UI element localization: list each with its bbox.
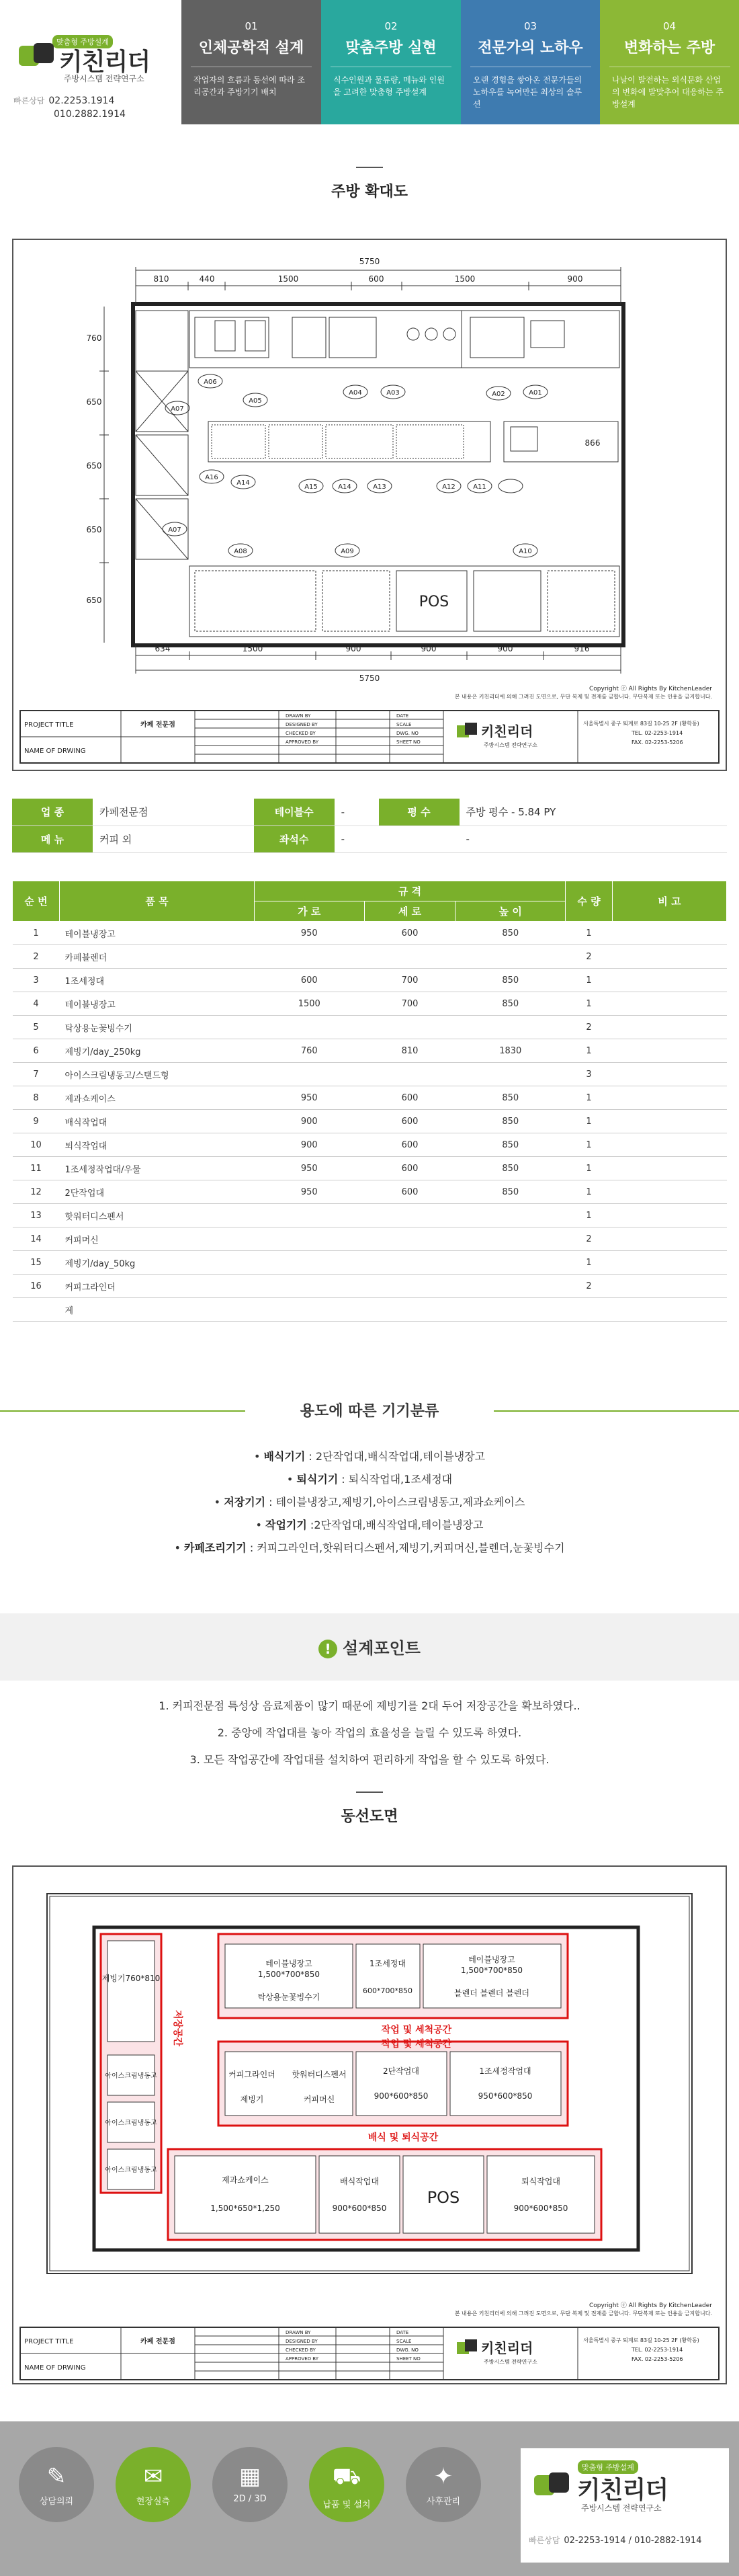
svg-text:PROJECT TITLE: PROJECT TITLE [24,721,74,729]
svg-text:탁상용눈꽃빙수기: 탁상용눈꽃빙수기 [257,1993,320,2002]
table-row: 9 배식작업대 900 600 850 1 [13,1110,727,1133]
table-row: 12 2단작업대 950 600 850 1 [13,1180,727,1204]
svg-text:Copyright ⓒ All Rights By Kitc: Copyright ⓒ All Rights By KitchenLeader [589,2302,712,2309]
svg-text:A03: A03 [386,389,400,397]
svg-text:CHECKED BY: CHECKED BY [286,731,316,736]
svg-text:TEL. 02-2253-1914: TEL. 02-2253-1914 [632,730,683,736]
zone-storage: 저장공간 [172,2009,183,2047]
usage-item: • 배식기기 : 2단작업대,배식작업대,테이블냉장고 [253,1450,486,1463]
svg-text:A09: A09 [341,548,354,555]
footer [0,2421,739,2576]
svg-text:A13: A13 [373,483,386,491]
table-row: 16 커피그라인더 2 [13,1275,727,1298]
section-rule [356,1792,383,1793]
step-3: 03 전문가의 노하우 오랜 경험을 쌓아온 전문가들의 노하우를 녹여만든 최상의 솔루션 [461,0,600,124]
svg-text:650: 650 [86,596,102,605]
svg-text:DRAWN BY: DRAWN BY [286,713,311,719]
blueprint-icon: ▦ [238,2463,261,2490]
svg-text:1500: 1500 [277,274,299,284]
step-2: 02 맞춤주방 실현 식수인원과 물류량, 메뉴와 인원을 고려한 맞춤형 주방설계 [321,0,461,124]
svg-text:핫워터디스펜서: 핫워터디스펜서 [292,2070,347,2079]
table-row: 11 1조세정작업대/우물 950 600 850 1 [13,1157,727,1180]
zone-work-1: 작업 및 세척공간 [381,2025,452,2036]
svg-text:SHEET NO: SHEET NO [396,739,421,745]
logo-icon [19,40,58,71]
pencil-icon: ✎ [46,2463,67,2490]
info-menu: 커피 외 [93,826,254,852]
design-points-list [0,1693,739,1773]
svg-text:1,500*650*1,250: 1,500*650*1,250 [210,2204,280,2213]
svg-text:634: 634 [155,644,171,653]
clipboard-icon: ✉ [143,2463,163,2490]
svg-text:A07: A07 [168,526,181,534]
svg-text:APPROVED BY: APPROVED BY [286,2356,319,2362]
plan-pos: POS [419,594,449,610]
svg-text:A16: A16 [205,474,218,481]
header [0,0,739,124]
after-service-button[interactable]: ✦ 사후관리 [406,2447,481,2522]
step-1: 01 인체공학적 설계 작업자의 흐름과 동선에 따라 조리공간과 주방기기 배치 [181,0,321,124]
svg-text:배식작업대: 배식작업대 [340,2177,379,2186]
svg-text:DATE: DATE [396,713,409,719]
dim-total-top: 5750 [359,257,380,266]
tb-project: 카페 전문점 [140,721,175,729]
flow-svg [13,1867,726,2383]
svg-text:SCALE: SCALE [396,2339,412,2344]
header-phone: 빠른상담 02.2253.1914 010.2882.1914 [13,95,126,120]
table-row: 8 제과쇼케이스 950 600 850 1 [13,1086,727,1110]
table-row: 계 [13,1298,727,1322]
svg-text:A14: A14 [338,483,351,491]
tb-brand: 키친리더 [481,723,533,739]
svg-text:제빙기760*810: 제빙기760*810 [101,1974,161,1983]
svg-text:1,500*700*850: 1,500*700*850 [460,1966,523,1975]
svg-text:SCALE: SCALE [396,722,412,727]
usage-item: • 퇴식기기 : 퇴식작업대,1조세정대 [286,1473,453,1486]
svg-text:PROJECT TITLE: PROJECT TITLE [24,2338,74,2345]
svg-text:900*600*850: 900*600*850 [374,2091,429,2101]
svg-text:2단작업대: 2단작업대 [382,2066,420,2076]
svg-text:DRAWN BY: DRAWN BY [286,2330,311,2335]
info-business: 카페전문점 [93,799,254,826]
plan-svg [13,240,726,770]
usage-title: 용도에 따른 기기분류 [245,1400,494,1420]
svg-text:1조세정대: 1조세정대 [369,1959,406,1968]
svg-text:A15: A15 [304,483,318,491]
svg-text:A08: A08 [234,548,247,555]
table-row: 6 제빙기/day_250kg 760 810 1830 1 [13,1039,727,1063]
svg-text:키친리더: 키친리더 [481,2340,533,2356]
info-area: 주방 평수 - 5.84 PY [460,799,727,826]
dim-total-bottom: 5750 [359,674,380,683]
svg-text:760: 760 [86,333,102,343]
table-row: 15 제빙기/day_50kg 1 [13,1251,727,1275]
table-row: 3 1조세정대 600 700 850 1 [13,969,727,992]
svg-text:커피그라인더: 커피그라인더 [228,2070,275,2079]
svg-text:1조세정작업대: 1조세정작업대 [479,2066,531,2076]
2d-3d-button[interactable]: ▦ 2D / 3D [212,2447,288,2522]
svg-text:테이블냉장고: 테이블냉장고 [265,1959,312,1968]
site-measure-button[interactable]: ✉ 현장실측 [116,2447,191,2522]
svg-text:600*700*850: 600*700*850 [363,1986,412,1995]
logo-icon [534,2470,573,2501]
usage-item: • 작업기기 :2단작업대,배식작업대,테이블냉장고 [255,1519,484,1531]
svg-text:주방시스템 전략연구소: 주방시스템 전략연구소 [484,2359,537,2365]
svg-text:제과쇼케이스: 제과쇼케이스 [222,2175,269,2185]
plan-title: 주방 확대도 [331,184,408,200]
svg-text:FAX. 02-2253-5206: FAX. 02-2253-5206 [632,2356,683,2362]
svg-text:DESIGNED BY: DESIGNED BY [286,2339,318,2344]
svg-text:카페 전문점: 카페 전문점 [140,2338,175,2345]
design-point: 2. 중앙에 작업대를 놓아 작업의 효율성을 늘릴 수 있도록 하였다. [217,1726,522,1739]
section-rule [356,167,383,168]
svg-text:DWG. NO: DWG. NO [396,731,419,736]
svg-text:SHEET NO: SHEET NO [396,2356,421,2362]
consult-button[interactable]: ✎ 상담의뢰 [19,2447,94,2522]
logo-tag: 맞춤형 주방설계 [52,35,113,48]
svg-text:퇴식작업대: 퇴식작업대 [521,2177,560,2186]
svg-text:650: 650 [86,461,102,471]
alert-icon: ! [318,1640,337,1658]
table-row: 14 커피머신 2 [13,1227,727,1251]
info-table: 업 종 카페전문점 테이블수 - 평 수 주방 평수 - 5.84 PY 메 뉴 커피 외 좌석수 - - [12,799,727,853]
table-row: 1 테이블냉장고 950 600 850 1 [13,922,727,945]
svg-text:A14: A14 [236,479,250,487]
table-row: 2 카페블렌더 2 [13,945,727,969]
svg-text:A02: A02 [492,391,505,398]
svg-text:아이스크림냉동고: 아이스크림냉동고 [105,2167,157,2174]
usage-list [0,1445,739,1560]
logo-block[interactable] [0,0,181,124]
svg-text:TEL. 02-2253-1914: TEL. 02-2253-1914 [632,2347,683,2353]
zone-serve: 배식 및 퇴식공간 [367,2132,439,2143]
flow-pos: POS [427,2188,460,2207]
table-row: 10 퇴식작업대 900 600 850 1 [13,1133,727,1157]
svg-text:A11: A11 [473,483,486,491]
svg-text:A04: A04 [349,389,362,397]
svg-text:A07: A07 [171,405,184,413]
svg-text:440: 440 [199,274,215,284]
svg-text:아이스크림냉동고: 아이스크림냉동고 [105,2072,157,2080]
svg-text:제빙기: 제빙기 [240,2095,264,2104]
svg-text:NAME OF DRWING: NAME OF DRWING [24,2364,86,2372]
svg-text:DESIGNED BY: DESIGNED BY [286,722,318,727]
svg-text:600: 600 [368,274,384,284]
svg-text:본 내용은 키친리더에 의해 그려진 도면으로, 무단 복제: 본 내용은 키친리더에 의해 그려진 도면으로, 무단 복제 및 전재를 금합니다. 무단복제 또는 인용을 금지합니다. [454,2310,712,2317]
svg-text:650: 650 [86,525,102,534]
logo-name: 키친리더 [59,48,150,76]
phone-1: 02.2253.1914 [48,95,115,106]
equipment-table: 순 번 품 목 규 격 수 량 비 고 가 로 세 로 높 이 1 테이블냉장고 950 600 850 1 2 카페블렌더 2 3 1조세정대 600 700 850 1 4 테이블냉장고 1500 700 850 1 5 탁상용눈꽃빙수기 2 6 제빙기/day_250kg 760 810 1830 1 7 아이스크림냉동고/스탠드형 3 8 제과쇼케이스 950 600 850 1 9 배식작업대 900 600 850 1 10 퇴식작업대 900 600 850 1 11 1조세정작업대/우물 950 600 850 1 12 2단작업대 950 600 850 1 13 핫워터디스펜서 1 14 커피머신 2 15 제빙기/day_50kg 1 16 커피그라인더 2 계 [12,881,727,1322]
svg-text:1500: 1500 [242,644,263,653]
svg-text:900: 900 [497,644,513,653]
svg-text:900: 900 [421,644,437,653]
footer-phone: 빠른상담 02-2253-1914 / 010-2882-1914 [529,2536,702,2546]
svg-text:900: 900 [345,644,361,653]
usage-item: • 저장기기 : 테이블냉장고,제빙기,아이스크림냉동고,제과쇼케이스 [214,1496,525,1508]
svg-text:900*600*850: 900*600*850 [513,2204,568,2213]
truck-icon: ⛟ [332,2463,361,2490]
svg-text:866: 866 [584,438,601,448]
svg-text:1500: 1500 [454,274,476,284]
footer-logo[interactable]: 맞춤형 주방설계 키친리더 주방시스템 전략연구소 빠른상담 02-2253-1914 / 010-2882-1914 [521,2448,729,2563]
flow-title: 동선도면 [341,1808,398,1825]
svg-text:900*600*850: 900*600*850 [332,2204,387,2213]
step-4: 04 변화하는 주방 나날이 발전하는 외식문화 산업의 변화에 발맞추어 대응하는 주방설계 [600,0,739,124]
svg-text:APPROVED BY: APPROVED BY [286,739,319,745]
svg-text:FAX. 02-2253-5206: FAX. 02-2253-5206 [632,739,683,746]
svg-text:블렌더 블렌더 블렌더: 블렌더 블렌더 블렌더 [454,1988,529,1998]
table-row: 13 핫워터디스펜서 1 [13,1204,727,1227]
svg-text:테이블냉장고: 테이블냉장고 [468,1955,515,1964]
svg-text:A01: A01 [529,389,542,397]
phone-2: 010.2882.1914 [54,109,126,120]
svg-text:650: 650 [86,397,102,407]
svg-text:900: 900 [567,274,583,284]
svg-text:A06: A06 [204,378,217,386]
svg-text:커피머신: 커피머신 [303,2095,335,2104]
svg-text:서울특별시 중구 퇴계로 83길 10-25 2F (황학동: 서울특별시 중구 퇴계로 83길 10-25 2F (황학동) [583,2337,699,2343]
service-icon: ✦ [433,2463,453,2490]
delivery-button[interactable]: ⛟ 납품 및 설치 [309,2447,384,2522]
design-point: 1. 커피전문점 특성상 음료제품이 많기 때문에 제빙기를 2대 두어 저장공간을 확보하였다.. [159,1699,580,1712]
kitchen-plan-drawing [12,239,727,771]
svg-text:A10: A10 [519,548,532,555]
svg-text:서울특별시 중구 퇴계로 83길 10-25 2F (황학동: 서울특별시 중구 퇴계로 83길 10-25 2F (황학동) [583,721,699,727]
svg-text:1,500*700*850: 1,500*700*850 [257,1970,320,1979]
copyright: Copyright ⓒ All Rights By KitchenLeader [589,686,712,692]
svg-text:NAME OF DRWING: NAME OF DRWING [24,748,86,755]
svg-text:CHECKED BY: CHECKED BY [286,2347,316,2353]
table-row: 4 테이블냉장고 1500 700 850 1 [13,992,727,1016]
design-points-header: ! 설계포인트 [0,1613,739,1681]
svg-text:A12: A12 [442,483,455,491]
logo-subtitle: 주방시스템 전략연구소 [64,74,144,83]
svg-text:본 내용은 키친리더에 의해 그려진 도면으로, 무단 복제: 본 내용은 키친리더에 의해 그려진 도면으로, 무단 복제 및 전재를 금합니다. 무단복제 또는 인용을 금지합니다. [454,694,712,700]
svg-text:DATE: DATE [396,2330,409,2335]
design-point: 3. 모든 작업공간에 작업대를 설치하여 편리하게 작업을 할 수 있도록 하였다. [189,1753,550,1766]
svg-text:주방시스템 전략연구소: 주방시스템 전략연구소 [484,742,537,748]
usage-item: • 카페조리기기 : 커피그라인더,핫워터디스펜서,제빙기,커피머신,블렌더,눈꽃빙수기 [174,1541,565,1554]
svg-text:950*600*850: 950*600*850 [478,2091,533,2101]
zone-work-2-label: 작업 및 세척공간 [381,2039,452,2050]
table-row: 7 아이스크림냉동고/스탠드형 3 [13,1063,727,1086]
svg-text:810: 810 [153,274,169,284]
svg-text:A05: A05 [249,397,262,405]
svg-text:아이스크림냉동고: 아이스크림냉동고 [105,2120,157,2127]
flow-drawing [12,1865,727,2384]
svg-text:DWG. NO: DWG. NO [396,2347,419,2353]
svg-text:916: 916 [574,644,590,653]
table-row: 5 탁상용눈꽃빙수기 2 [13,1016,727,1039]
